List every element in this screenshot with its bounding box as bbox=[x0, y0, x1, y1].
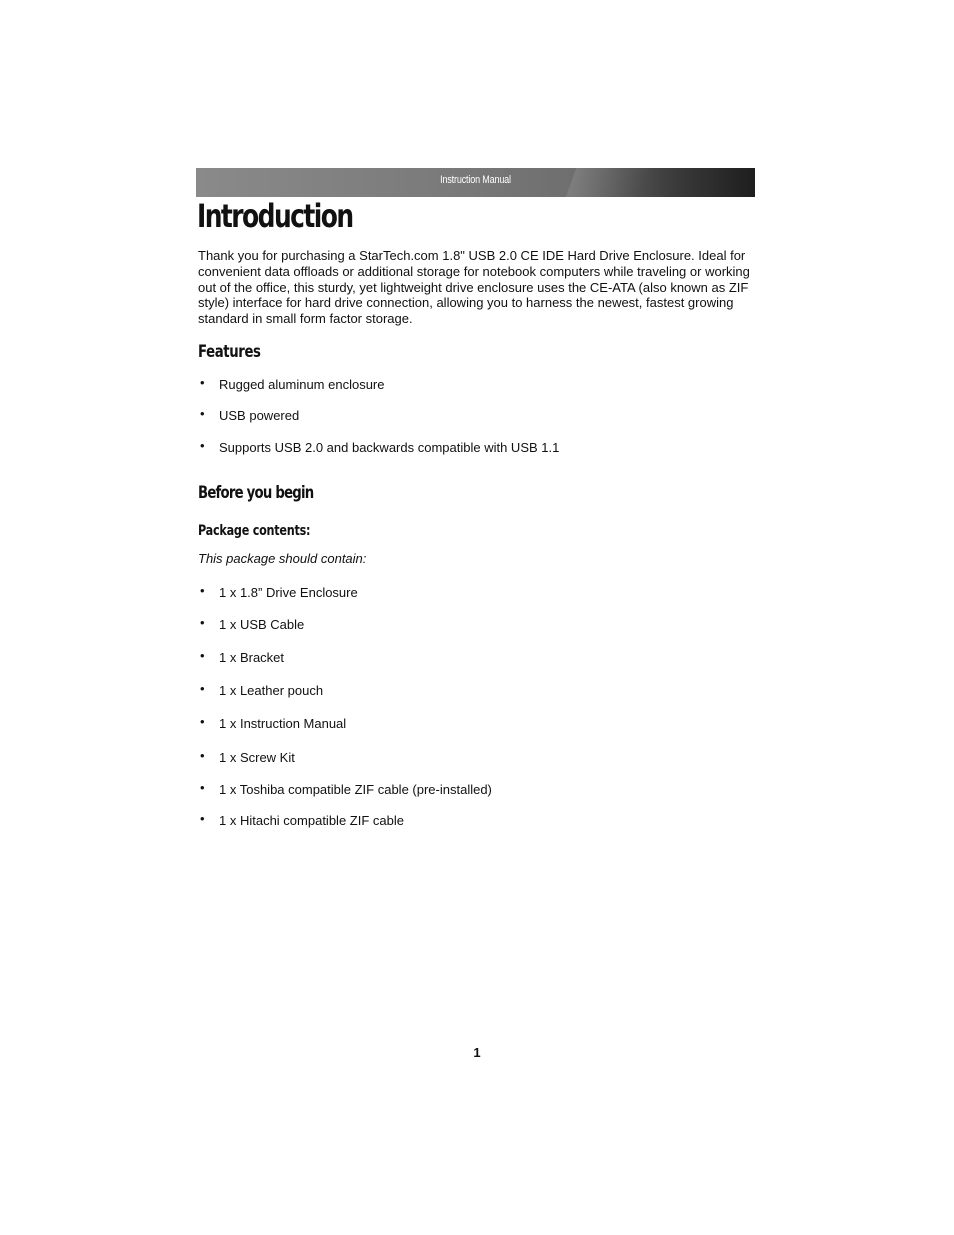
features-heading: Features bbox=[198, 342, 261, 362]
before-you-begin-heading: Before you begin bbox=[198, 483, 314, 503]
list-item: • 1 x Hitachi compatible ZIF cable bbox=[200, 811, 404, 828]
header-title: Instruction Manual bbox=[440, 174, 511, 186]
list-item: • 1 x USB Cable bbox=[200, 615, 305, 632]
page-number: 1 bbox=[473, 1045, 481, 1060]
list-item: • 1 x 1.8” Drive Enclosure bbox=[200, 583, 358, 600]
bullet-icon: • bbox=[200, 748, 205, 763]
list-item: • 1 x Instruction Manual bbox=[200, 714, 347, 731]
bullet-icon: • bbox=[200, 648, 205, 663]
list-item: • Supports USB 2.0 and backwards compatible with USB 1.1 bbox=[200, 438, 560, 455]
bullet-icon: • bbox=[200, 780, 205, 795]
list-item: • Rugged aluminum enclosure bbox=[200, 375, 385, 392]
bullet-icon: • bbox=[200, 375, 205, 390]
list-item: • USB powered bbox=[200, 406, 300, 423]
bullet-icon: • bbox=[200, 406, 205, 421]
bullet-icon: • bbox=[200, 811, 205, 826]
page-title: Introduction bbox=[197, 197, 353, 235]
bullet-icon: • bbox=[200, 615, 205, 630]
package-intro: This package should contain: bbox=[198, 551, 367, 566]
list-item: • 1 x Leather pouch bbox=[200, 681, 324, 698]
header-bar bbox=[196, 168, 755, 197]
bullet-icon: • bbox=[200, 714, 205, 729]
list-item: • 1 x Screw Kit bbox=[200, 748, 295, 765]
bullet-icon: • bbox=[200, 438, 205, 453]
list-item: • 1 x Toshiba compatible ZIF cable (pre-installed) bbox=[200, 780, 492, 797]
list-item: • 1 x Bracket bbox=[200, 648, 285, 665]
intro-paragraph: Thank you for purchasing a StarTech.com 1.8" USB 2.0 CE IDE Hard Drive Enclosure. Ideal for convenient data offloads or additional storage for notebook computers while traveling or working out of the office, this sturdy, yet lightweight drive enclosure uses the CE-ATA (also known as ZIF style) interface for hard drive connection, allowing you to harness the newest, fastest growing standard in small form factor storage. bbox=[198, 248, 750, 327]
package-contents-heading: Package contents: bbox=[198, 523, 311, 539]
bullet-icon: • bbox=[200, 681, 205, 696]
bullet-icon: • bbox=[200, 583, 205, 598]
